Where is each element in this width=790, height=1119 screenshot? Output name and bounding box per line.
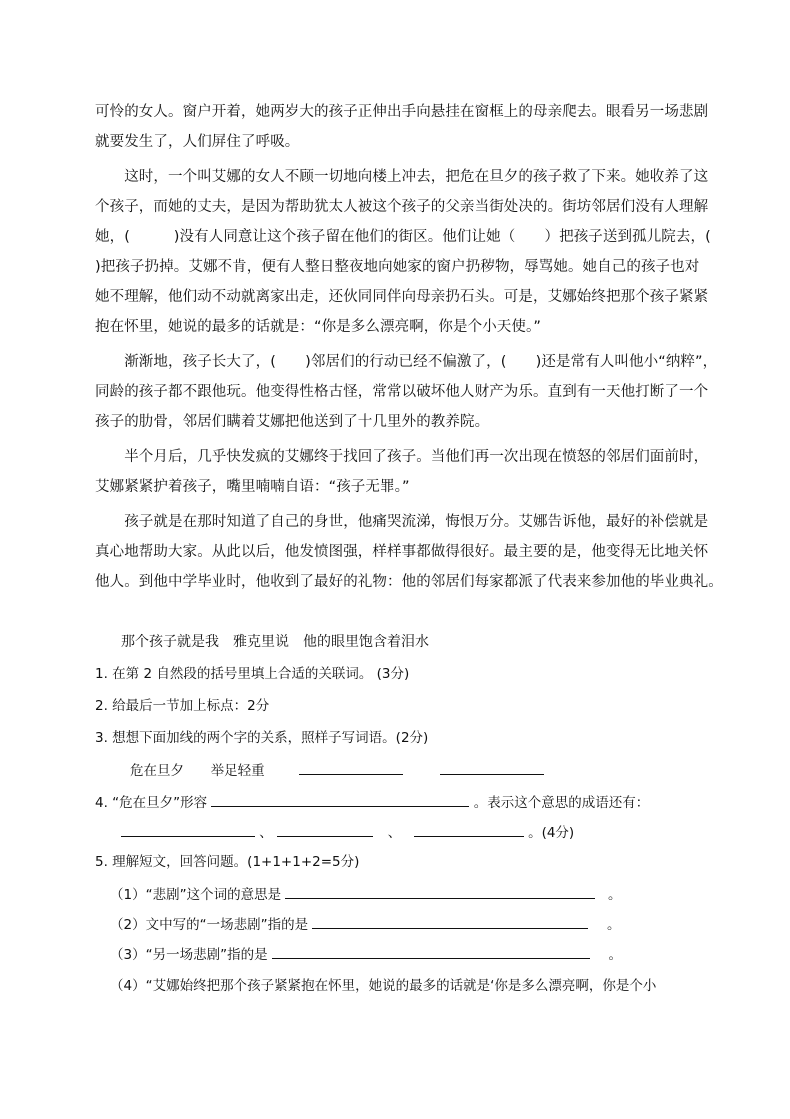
unpunctuated-sentence: 那个孩子就是我 雅克里说 他的眼里饱含着泪水 bbox=[121, 634, 429, 650]
separator: 、 bbox=[259, 825, 273, 841]
example-word-2: 举足轻重 bbox=[210, 763, 265, 779]
period: 。 bbox=[608, 947, 622, 963]
question-4-mid: 。表示这个意思的成语还有： bbox=[473, 795, 650, 811]
passage-line: )把孩子扔掉。艾娜不肯，便有人整日整夜地向她家的窗户扔秽物，辱骂她。她自己的孩子也对 bbox=[95, 259, 700, 275]
passage-line: 个孩子，而她的丈夫，是因为帮助犹太人被这个孩子的父亲当街处决的。街坊邻居们没有人理解 bbox=[95, 199, 709, 215]
question-5-3-text: （3）“另一场悲剧”指的是 bbox=[110, 947, 268, 963]
question-1: 1. 在第 2 自然段的括号里填上合适的关联词。 (3分) bbox=[95, 666, 410, 682]
question-4 bbox=[95, 792, 649, 813]
passage-line: 孩子就是在那时知道了自己的身世，他痛哭流涕，悔恨万分。艾娜告诉他，最好的补偿就是 bbox=[95, 514, 709, 530]
period: 。 bbox=[606, 917, 621, 933]
passage-line: 艾娜紧紧护着孩子，嘴里喃喃自语：“孩子无罪。” bbox=[95, 479, 410, 495]
passage-line: 她，( )没有人同意让这个孩子留在他们的街区。他们让她（ ）把孩子送到孤儿院去，( bbox=[95, 229, 711, 245]
passage-line: 半个月后，几乎快发疯的艾娜终于找回了孩子。当他们再一次出现在愤怒的邻居们面前时， bbox=[95, 449, 709, 465]
passage-line: 真心地帮助大家。从此以后，他发愤图强，样样事都做得很好。最主要的是，他变得无比地关怀 bbox=[95, 544, 709, 560]
passage-line: 她不理解，他们动不动就离家出走，还伙同同伴向母亲扔石头。可是，艾娜始终把那个孩子紧紧 bbox=[95, 289, 709, 305]
answer-blank[interactable] bbox=[440, 760, 544, 775]
answer-blank[interactable] bbox=[414, 822, 524, 837]
question-5-2-text: （2）文中写的“一场悲剧”指的是 bbox=[110, 917, 309, 933]
answer-blank[interactable] bbox=[277, 822, 373, 837]
separator: 、 bbox=[387, 825, 402, 841]
question-2: 2. 给最后一节加上标点：2分 bbox=[95, 698, 270, 714]
answer-blank[interactable] bbox=[299, 760, 403, 775]
question-5-2 bbox=[110, 914, 620, 935]
question-4-blanks bbox=[121, 822, 574, 843]
answer-blank[interactable] bbox=[121, 822, 255, 837]
question-5: 5. 理解短文，回答问题。(1+1+1+2=5分) bbox=[95, 854, 360, 870]
question-3-examples bbox=[130, 760, 544, 781]
question-4-prefix: 4. “危在旦夕”形容 bbox=[95, 795, 208, 811]
passage-line: 这时，一个叫艾娜的女人不顾一切地向楼上冲去，把危在旦夕的孩子救了下来。她收养了这 bbox=[95, 169, 709, 185]
question-5-3 bbox=[110, 944, 622, 965]
question-5-4: （4）“艾娜始终把那个孩子紧紧抱在怀里，她说的最多的话就是‘你是多么漂亮啊，你是个小 bbox=[110, 978, 657, 994]
passage-line: 就要发生了，人们屏住了呼吸。 bbox=[95, 134, 300, 150]
example-word-1: 危在旦夕 bbox=[130, 763, 184, 779]
answer-blank[interactable] bbox=[285, 884, 595, 899]
question-3: 3. 想想下面加线的两个字的关系，照样子写词语。(2分) bbox=[95, 730, 429, 746]
question-5-1 bbox=[110, 884, 621, 905]
passage-line: 他人。到他中学毕业时，他收到了最好的礼物：他的邻居们每家都派了代表来参加他的毕业典礼。 bbox=[95, 574, 723, 590]
passage-line: 渐渐地，孩子长大了，( )邻居们的行动已经不偏激了，( )还是常有人叫他小“纳粹”， bbox=[95, 354, 718, 370]
period: 。 bbox=[607, 887, 622, 903]
question-4-end: 。(4分) bbox=[528, 825, 575, 841]
answer-blank[interactable] bbox=[272, 944, 590, 959]
answer-blank[interactable] bbox=[211, 792, 469, 807]
answer-blank[interactable] bbox=[312, 914, 588, 929]
passage-line: 孩子的肋骨，邻居们瞒着艾娜把他送到了十几里外的教养院。 bbox=[95, 414, 490, 430]
passage-line: 可怜的女人。窗户开着，她两岁大的孩子正伸出手向悬挂在窗框上的母亲爬去。眼看另一场悲剧 bbox=[95, 104, 709, 120]
passage-line: 同龄的孩子都不跟他玩。他变得性格古怪，常常以破坏他人财产为乐。直到有一天他打断了一个 bbox=[95, 384, 709, 400]
passage-line: 抱在怀里，她说的最多的话就是：“你是多么漂亮啊，你是个小天使。” bbox=[95, 319, 541, 335]
question-5-1-text: （1）“悲剧”这个词的意思是 bbox=[110, 887, 282, 903]
